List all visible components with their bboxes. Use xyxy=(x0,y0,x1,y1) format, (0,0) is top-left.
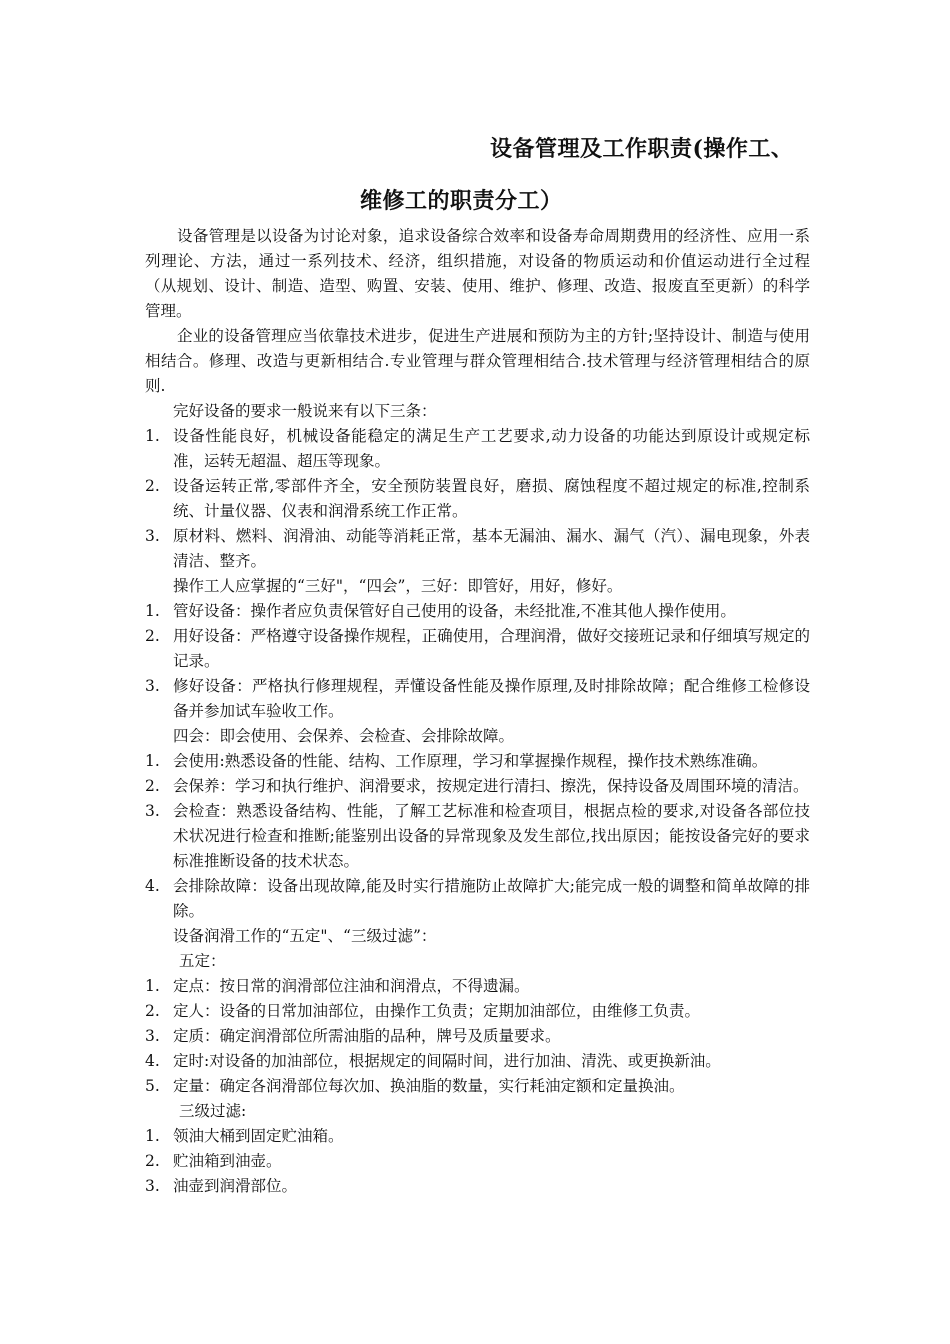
list-item-text: 原材料、燃料、润滑油、动能等消耗正常，基本无漏油、漏水、漏气（汽）、漏电现象，外表清洁、整齐。 xyxy=(173,527,810,570)
list-item-number: 4. xyxy=(145,877,160,895)
list-item-text: 定时:对设备的加油部位，根据规定的间隔时间，进行加油、清洗、或更换新油。 xyxy=(173,1052,721,1070)
document-title-line-2: 维修工的职责分工） xyxy=(360,188,563,214)
list-item xyxy=(145,774,810,799)
list-item-text: 设备运转正常,零部件齐全，安全预防装置良好，磨损、腐蚀程度不超过规定的标准,控制系统、计量仪器、仪表和润滑系统工作正常。 xyxy=(173,477,810,520)
list-item-number: 3. xyxy=(145,802,160,820)
five-fixed-lead: 五定： xyxy=(179,952,226,970)
list-item xyxy=(145,474,810,524)
list-item xyxy=(145,799,810,874)
list-item-number: 1. xyxy=(145,1127,160,1145)
list-item xyxy=(145,624,810,674)
good-equipment-list xyxy=(145,424,810,574)
list-item-number: 3. xyxy=(145,527,160,545)
list-item-text: 定人：设备的日常加油部位，由操作工负责；定期加油部位，由维修工负责。 xyxy=(173,1002,701,1020)
five-fixed-list xyxy=(145,974,810,1099)
list-item-number: 2. xyxy=(145,777,160,795)
list-item-number: 4. xyxy=(145,1052,160,1070)
three-filter-list xyxy=(145,1124,810,1199)
list-item-text: 用好设备：严格遵守设备操作规程，正确使用，合理润滑，做好交接班记录和仔细填写规定的记录。 xyxy=(173,627,810,670)
three-good-list xyxy=(145,599,810,724)
list-item-number: 5. xyxy=(145,1077,160,1095)
list-item xyxy=(145,599,810,624)
list-item-number: 1. xyxy=(145,752,160,770)
list-item-text: 管好设备：操作者应负责保管好自己使用的设备，未经批准,不准其他人操作使用。 xyxy=(173,602,736,620)
list-item-number: 3. xyxy=(145,1027,160,1045)
list-item xyxy=(145,1174,810,1199)
list-item-text: 设备性能良好，机械设备能稳定的满足生产工艺要求,动力设备的功能达到原设计或规定标准，运转无超温、超压等现象。 xyxy=(173,427,810,470)
list-item-text: 油壶到润滑部位。 xyxy=(173,1177,298,1195)
list-item xyxy=(145,1049,810,1074)
document-body xyxy=(145,224,810,1199)
list-item-text: 定量：确定各润滑部位每次加、换油脂的数量，实行耗油定额和定量换油。 xyxy=(173,1077,685,1095)
list-item xyxy=(145,749,810,774)
list-item-text: 修好设备：严格执行修理规程，弄懂设备性能及操作原理,及时排除故障；配合维修工检修设备并参加试车验收工作。 xyxy=(173,677,810,720)
paragraph-principles: 企业的设备管理应当依靠技术进步，促进生产进展和预防为主的方针;坚持设计、制造与使用相结合。修理、改造与更新相结合.专业管理与群众管理相结合.技术管理与经济管理相结合的原则. xyxy=(145,327,810,395)
list-item xyxy=(145,424,810,474)
list-item-text: 会检查：熟悉设备结构、性能，了解工艺标准和检查项目，根据点检的要求,对设备各部位技术状况进行检查和推断;能鉴别出设备的异常现象及发生部位,找出原因；能按设备完好的要求标准推断设备的技术状态。 xyxy=(173,802,810,870)
three-good-lead: 操作工人应掌握的“三好"，“四会”，三好：即管好，用好，修好。 xyxy=(173,577,623,595)
list-item xyxy=(145,874,810,924)
list-item-text: 会排除故障：设备出现故障,能及时实行措施防止故障扩大;能完成一般的调整和简单故障的排除。 xyxy=(173,877,810,920)
paragraph-definition: 设备管理是以设备为讨论对象，追求设备综合效率和设备寿命周期费用的经济性、应用一系列理论、方法，通过一系列技术、经济，组织措施，对设备的物质运动和价值运动进行全过程（从规划、设计、制造、造型、购置、安装、使用、维护、修理、改造、报废直至更新）的科学管理。 xyxy=(145,227,810,320)
list-item-number: 1. xyxy=(145,427,160,445)
lubrication-lead: 设备润滑工作的“五定"、“三级过滤”： xyxy=(173,927,437,945)
list-item-text: 定质：确定润滑部位所需油脂的品种，牌号及质量要求。 xyxy=(173,1027,561,1045)
four-skills-list xyxy=(145,749,810,924)
good-equipment-lead: 完好设备的要求一般说来有以下三条： xyxy=(173,402,437,420)
list-item-number: 2. xyxy=(145,1152,160,1170)
list-item xyxy=(145,1024,810,1049)
list-item-number: 1. xyxy=(145,977,160,995)
document-title-line-1: 设备管理及工作职责(操作工、 xyxy=(490,136,794,162)
list-item xyxy=(145,1124,810,1149)
list-item xyxy=(145,674,810,724)
list-item-text: 贮油箱到油壶。 xyxy=(173,1152,282,1170)
list-item-number: 2. xyxy=(145,627,160,645)
list-item-number: 1. xyxy=(145,602,160,620)
list-item-number: 3. xyxy=(145,677,160,695)
three-filter-lead: 三级过滤: xyxy=(179,1102,247,1120)
four-skills-lead: 四会：即会使用、会保养、会检查、会排除故障。 xyxy=(173,727,515,745)
list-item-number: 2. xyxy=(145,1002,160,1020)
list-item-text: 会保养：学习和执行维护、润滑要求，按规定进行清扫、擦洗，保持设备及周围环境的清洁。 xyxy=(173,777,809,795)
list-item-text: 定点：按日常的润滑部位注油和润滑点，不得遗漏。 xyxy=(173,977,530,995)
list-item xyxy=(145,524,810,574)
list-item-number: 3. xyxy=(145,1177,160,1195)
list-item-text: 领油大桶到固定贮油箱。 xyxy=(173,1127,344,1145)
list-item xyxy=(145,1074,810,1099)
list-item-text: 会使用:熟悉设备的性能、结构、工作原理，学习和掌握操作规程，操作技术熟练准确。 xyxy=(173,752,768,770)
list-item xyxy=(145,999,810,1024)
list-item-number: 2. xyxy=(145,477,160,495)
list-item xyxy=(145,1149,810,1174)
list-item xyxy=(145,974,810,999)
